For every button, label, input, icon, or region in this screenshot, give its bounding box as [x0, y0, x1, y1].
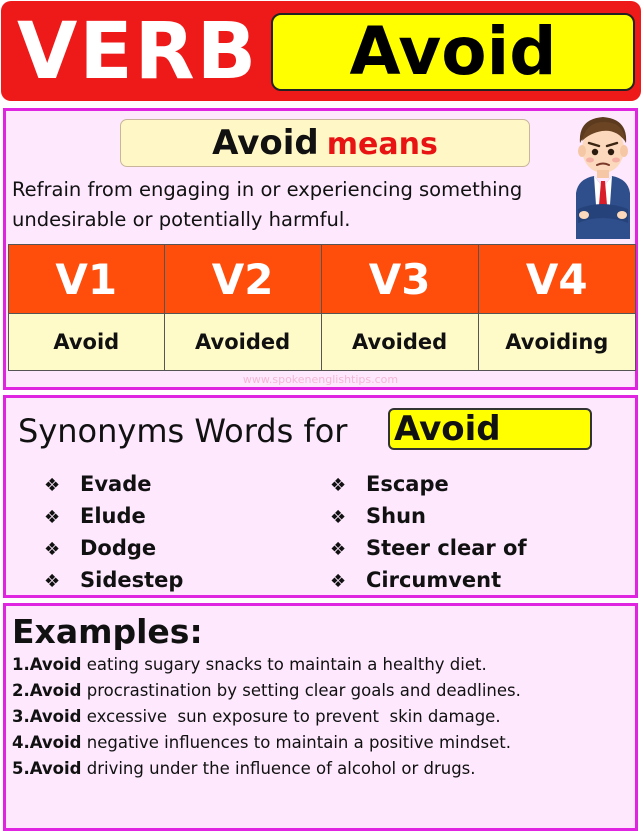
- example-text: negative influences to maintain a positive mindset.: [81, 733, 511, 752]
- synonyms-word: Avoid: [394, 409, 501, 449]
- synonym-item: [330, 468, 527, 500]
- form-value-v3: Avoided: [321, 314, 478, 371]
- form-header-v4: V4: [478, 245, 635, 314]
- form-header-v2: V2: [164, 245, 321, 314]
- synonym-text: Dodge: [80, 536, 157, 560]
- form-value-v2: Avoided: [164, 314, 321, 371]
- synonym-text: Shun: [366, 504, 426, 528]
- confused-businessman-icon: [572, 113, 634, 239]
- diamond-bullet-icon: ❖: [330, 475, 347, 496]
- example-number: 2.: [12, 681, 30, 700]
- example-keyword: Avoid: [29, 655, 82, 674]
- synonym-text: Escape: [366, 472, 449, 496]
- diamond-bullet-icon: ❖: [44, 571, 61, 592]
- diamond-bullet-icon: ❖: [330, 571, 347, 592]
- example-item: [12, 756, 521, 782]
- example-number: 4.: [12, 733, 30, 752]
- examples-panel: [3, 603, 638, 831]
- example-keyword: Avoid: [29, 733, 82, 752]
- example-item: [12, 704, 521, 730]
- definition-text: Refrain from engaging in or experiencing something undesirable or potentially harmful.: [12, 178, 523, 231]
- diamond-bullet-icon: ❖: [44, 539, 61, 560]
- synonym-item: [330, 532, 527, 564]
- verb-forms-table: [8, 244, 636, 371]
- synonyms-word-box: [388, 408, 592, 450]
- synonym-text: Elude: [80, 504, 146, 528]
- diamond-bullet-icon: ❖: [330, 507, 347, 528]
- synonym-item: [44, 532, 183, 564]
- synonym-item: [330, 500, 527, 532]
- meaning-suffix: means: [326, 127, 438, 162]
- example-number: 5.: [12, 759, 30, 778]
- example-keyword: Avoid: [29, 759, 82, 778]
- synonyms-title: Synonyms Words for: [18, 412, 348, 450]
- examples-title: Examples:: [12, 612, 203, 651]
- synonym-text: Sidestep: [80, 568, 184, 592]
- diamond-bullet-icon: ❖: [330, 539, 347, 560]
- example-item: [12, 678, 521, 704]
- diamond-bullet-icon: ❖: [44, 507, 61, 528]
- synonyms-panel: [3, 395, 638, 598]
- title-banner: [1, 1, 641, 101]
- example-keyword: Avoid: [29, 681, 82, 700]
- example-number: 3.: [12, 707, 30, 726]
- synonym-text: Circumvent: [366, 568, 502, 592]
- example-number: 1.: [12, 655, 30, 674]
- synonym-item: [330, 564, 527, 596]
- meaning-word: Avoid: [212, 123, 319, 163]
- synonym-text: Steer clear of: [366, 536, 527, 560]
- example-text: excessive sun exposure to prevent skin damage.: [81, 707, 501, 726]
- meaning-panel: [3, 108, 638, 390]
- headword-box: [271, 13, 635, 91]
- synonym-item: [44, 468, 183, 500]
- form-value-v4: Avoiding: [478, 314, 635, 371]
- example-keyword: Avoid: [29, 707, 82, 726]
- example-text: procrastination by setting clear goals and deadlines.: [81, 681, 521, 700]
- forms-header-row: [9, 245, 636, 314]
- form-header-v3: V3: [321, 245, 478, 314]
- headword: Avoid: [349, 13, 557, 90]
- synonym-item: [44, 500, 183, 532]
- form-header-v1: V1: [9, 245, 165, 314]
- example-item: [12, 652, 521, 678]
- synonyms-list-right: [330, 468, 527, 596]
- example-item: [12, 730, 521, 756]
- watermark: www.spokenenglishtips.com: [242, 373, 399, 386]
- example-text: eating sugary snacks to maintain a healthy diet.: [81, 655, 487, 674]
- category-label: VERB: [17, 7, 259, 97]
- examples-list: [12, 652, 521, 782]
- synonym-text: Evade: [80, 472, 152, 496]
- meaning-title: [120, 119, 530, 167]
- synonyms-list-left: [44, 468, 183, 596]
- synonym-item: [44, 564, 183, 596]
- forms-value-row: [9, 314, 636, 371]
- diamond-bullet-icon: ❖: [44, 475, 61, 496]
- form-value-v1: Avoid: [9, 314, 165, 371]
- example-text: driving under the influence of alcohol or drugs.: [81, 759, 476, 778]
